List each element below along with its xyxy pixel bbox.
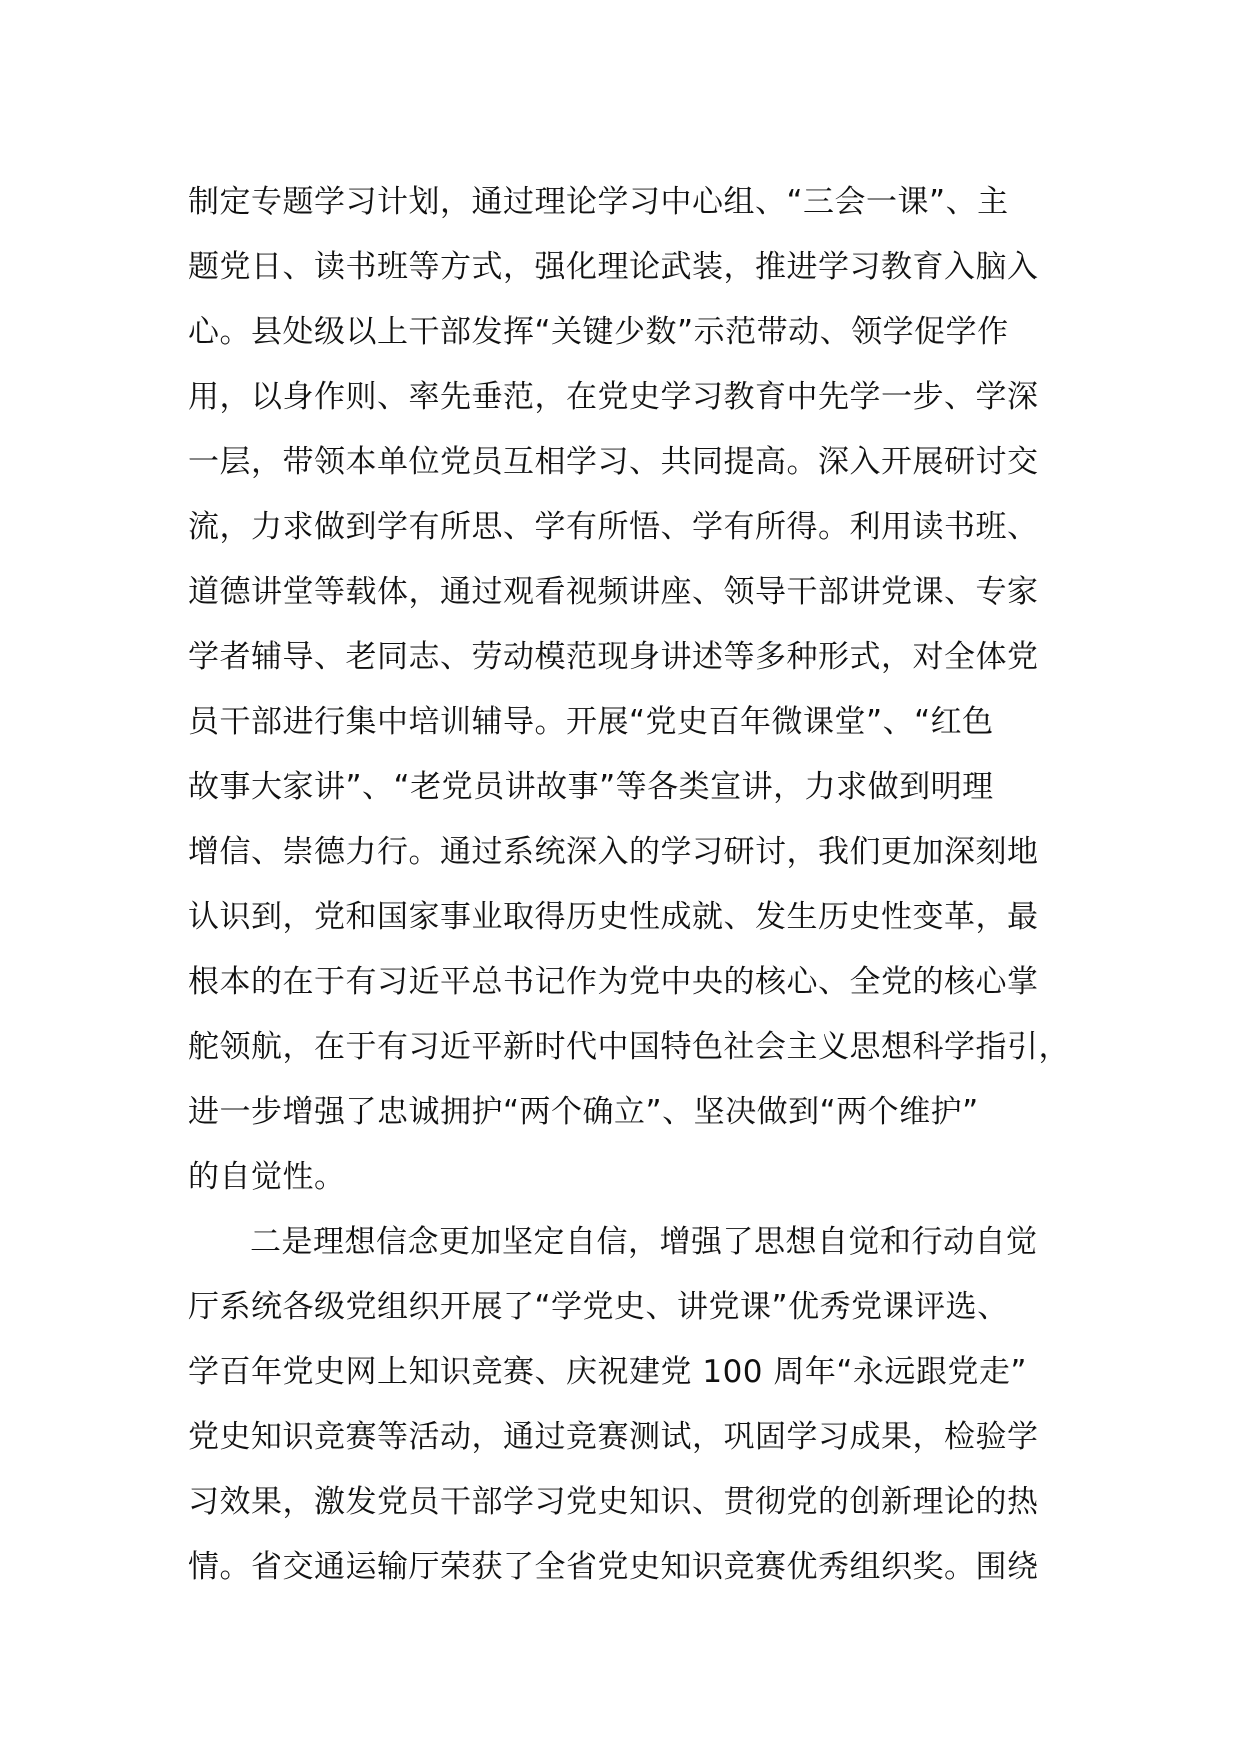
text-line: 学百年党史网上知识竞赛、庆祝建党 100 周年“永远跟党走” [188,1354,1027,1390]
text-line: 流，力求做到学有所思、学有所悟、学有所得。利用读书班、 [188,509,1039,545]
text-line: 用，以身作则、率先垂范，在党史学习教育中先学一步、学深 [188,379,1039,415]
text-line: 心。县处级以上干部发挥“关键少数”示范带动、领学促学作 [188,314,1009,350]
text-line: 故事大家讲”、“老党员讲故事”等各类宣讲，力求做到明理 [188,769,994,805]
body-text [188,170,1088,1600]
text-line: 舵领航，在于有习近平新时代中国特色社会主义思想科学指引， [188,1029,1070,1065]
text-line: 一层，带领本单位党员互相学习、共同提高。深入开展研讨交 [188,444,1039,480]
text-line: 学者辅导、老同志、劳动模范现身讲述等多种形式，对全体党 [188,639,1039,675]
text-line: 的自觉性。 [188,1159,346,1195]
text-line: 进一步增强了忠诚拥护“两个确立”、坚决做到“两个维护” [188,1094,979,1130]
text-line: 道德讲堂等载体，通过观看视频讲座、领导干部讲党课、专家 [188,574,1039,610]
text-line: 制定专题学习计划，通过理论学习中心组、“三会一课”、主 [188,184,1009,220]
text-line: 认识到，党和国家事业取得历史性成就、发生历史性变革，最 [188,899,1039,935]
text-line: 题党日、读书班等方式，强化理论武装，推进学习教育入脑入 [188,249,1039,285]
paragraph-heading-line: 二是理想信念更加坚定自信，增强了思想自觉和行动自觉 [250,1224,1038,1260]
text-line: 习效果，激发党员干部学习党史知识、贯彻党的创新理论的热 [188,1484,1039,1520]
text-line: 增信、崇德力行。通过系统深入的学习研讨，我们更加深刻地 [188,834,1039,870]
text-line: 党史知识竞赛等活动，通过竞赛测试，巩固学习成果，检验学 [188,1419,1039,1455]
text-line: 情。省交通运输厅荣获了全省党史知识竞赛优秀组织奖。围绕 [188,1549,1039,1585]
text-line: 厅系统各级党组织开展了“学党史、讲党课”优秀党课评选、 [188,1289,1009,1325]
text-line: 根本的在于有习近平总书记作为党中央的核心、全党的核心掌 [188,964,1039,1000]
text-line: 员干部进行集中培训辅导。开展“党史百年微课堂”、“红色 [188,704,994,740]
